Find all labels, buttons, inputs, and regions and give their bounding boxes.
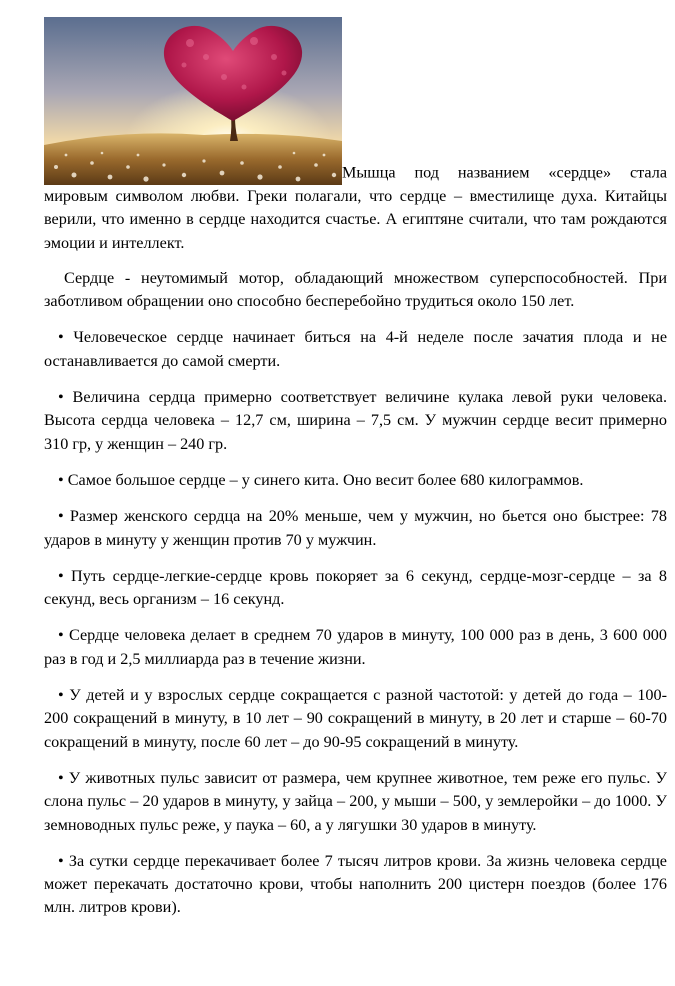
intro-text: Мышца под названием «сердце» стала мировым символом любви. Греки полагали, что сердце – вместилище духа. Китайцы верили, что именно в сердце находится счастье. А египтяне считали, что там рождаются эмоции и интеллект. [44,163,667,252]
bullet-item: • Самое большое сердце – у синего кита. Оно весит более 680 килограммов. [58,470,584,489]
intro-paragraph [44,17,667,255]
bullet-item: • Величина сердца примерно соответствует величине кулака левой руки человека. Высота сердца человека – 12,7 см, ширина – 7,5 см. У мужчин сердце весит примерно 310 гр, у женщин – 240 гр. [44,388,667,453]
heart-tree-photo [44,17,342,185]
bullet-item: • У детей и у взрослых сердце сокращается с разной частотой: у детей до года – 100-200 сокращений в минуту, в 10 лет – 90 сокращений в минуту, в 20 лет и старше – 60-70 сокращений в минуту, после 60 лет – до 90-95 сокращений в минуту. [44,686,667,751]
bullet-item: • Человеческое сердце начинает биться на 4-й неделе после зачатия плода и не останавливается до самой смерти. [44,328,667,370]
bullet-item: • У животных пульс зависит от размера, чем крупнее животное, тем реже его пульс. У слона пульс – 20 ударов в минуту, у зайца – 200, у мыши – 500, у землеройки – до 1000. У земноводных пульс реже, у паука – 60, а у лягушки 30 ударов в минуту. [44,768,667,834]
bullet-item: • Путь сердце-легкие-сердце кровь покоряет за 6 секунд, сердце-мозг-сердце – за 8 секунд, весь организм – 16 секунд. [44,566,667,609]
motor-paragraph: Сердце - неутомимый мотор, обладающий множеством суперспособностей. При заботливом обращении оно способно бесперебойно трудиться около 150 лет. [44,268,667,311]
bullet-item: • За сутки сердце перекачивает более 7 тысяч литров крови. За жизнь человека сердце может перекачать достаточно крови, чтобы наполнить 200 цистерн поездов (более 176 млн. литров крови). [44,851,667,917]
bullet-item: • Размер женского сердца на 20% меньше, чем у мужчин, но бьется оно быстрее: 78 ударов в минуту у женщин против 70 у мужчин. [44,507,667,549]
bullet-item: • Сердце человека делает в среднем 70 ударов в минуту, 100 000 раз в день, 3 600 000 раз в год и 2,5 миллиарда раз в течение жизни. [44,626,667,668]
